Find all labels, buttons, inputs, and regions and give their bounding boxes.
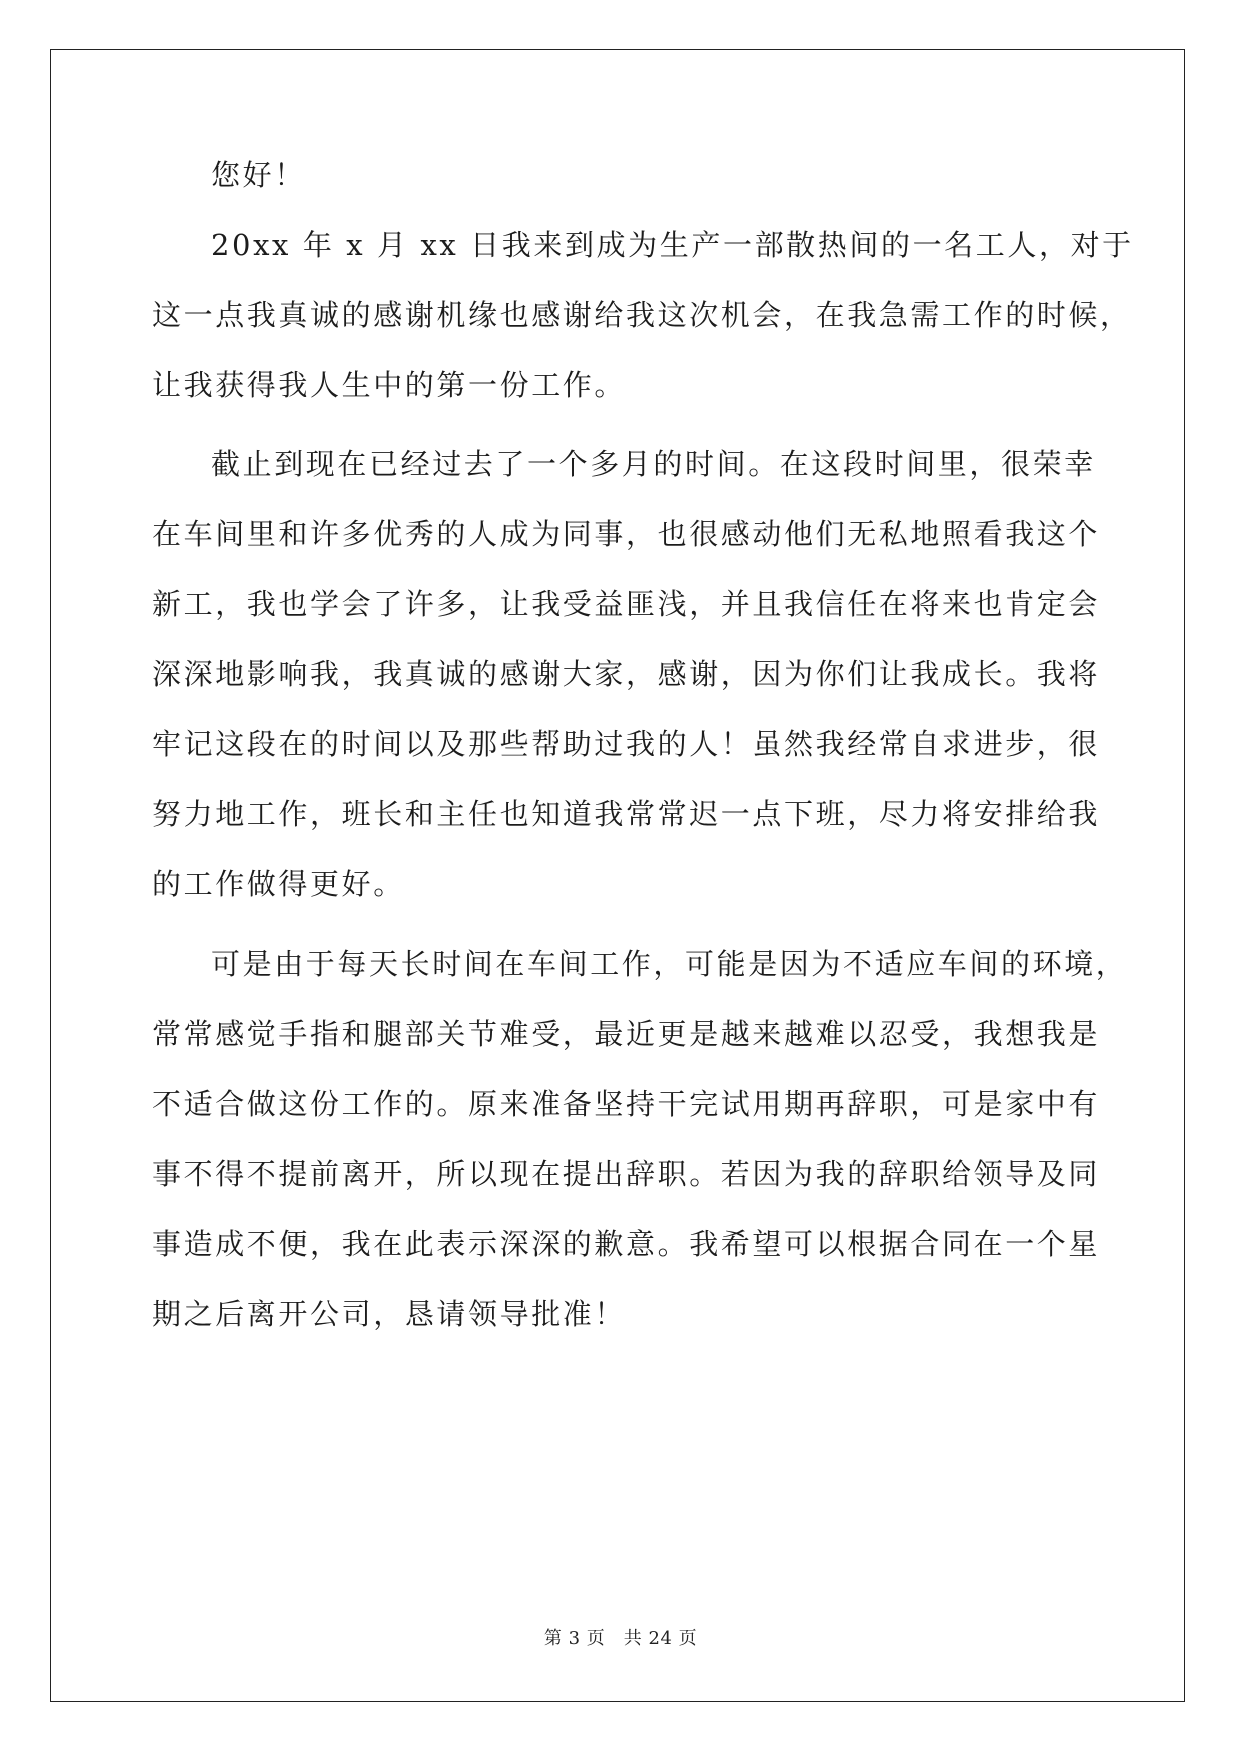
paragraph-3-line-5: 事造成不便，我在此表示深深的歉意。我希望可以根据合同在一个星 xyxy=(152,1227,1101,1261)
paragraph-2-line-1: 截止到现在已经过去了一个多月的时间。在这段时间里，很荣幸 xyxy=(211,447,1096,481)
page-number-footer: 第 3 页 共 24 页 xyxy=(543,1628,698,1649)
paragraph-1-line-2: 这一点我真诚的感谢机缘也感谢给我这次机会，在我急需工作的时候， xyxy=(152,298,1132,332)
paragraph-2-line-6: 努力地工作，班长和主任也知道我常常迟一点下班，尽力将安排给我 xyxy=(152,797,1101,831)
paragraph-1-line-1: 20xx 年 x 月 xx 日我来到成为生产一部散热间的一名工人，对于 xyxy=(211,228,1134,262)
paragraph-2-line-3: 新工，我也学会了许多，让我受益匪浅，并且我信任在将来也肯定会 xyxy=(152,587,1101,621)
paragraph-2-line-7: 的工作做得更好。 xyxy=(152,867,405,901)
paragraph-3-line-3: 不适合做这份工作的。原来准备坚持干完试用期再辞职，可是家中有 xyxy=(152,1087,1101,1121)
paragraph-1-line-3: 让我获得我人生中的第一份工作。 xyxy=(152,368,627,402)
paragraph-3-line-1: 可是由于每天长时间在车间工作，可能是因为不适应车间的环境， xyxy=(211,947,1128,981)
paragraph-2-line-5: 牢记这段在的时间以及那些帮助过我的人！虽然我经常自求进步，很 xyxy=(152,727,1101,761)
paragraph-3-line-4: 事不得不提前离开，所以现在提出辞职。若因为我的辞职给领导及同 xyxy=(152,1157,1101,1191)
greeting-line: 您好！ xyxy=(211,158,306,192)
paragraph-3-line-2: 常常感觉手指和腿部关节难受，最近更是越来越难以忍受，我想我是 xyxy=(152,1017,1101,1051)
paragraph-3-line-6: 期之后离开公司，恳请领导批准！ xyxy=(152,1297,627,1331)
paragraph-2-line-4: 深深地影响我，我真诚的感谢大家，感谢，因为你们让我成长。我将 xyxy=(152,657,1101,691)
paragraph-2-line-2: 在车间里和许多优秀的人成为同事，也很感动他们无私地照看我这个 xyxy=(152,517,1101,551)
